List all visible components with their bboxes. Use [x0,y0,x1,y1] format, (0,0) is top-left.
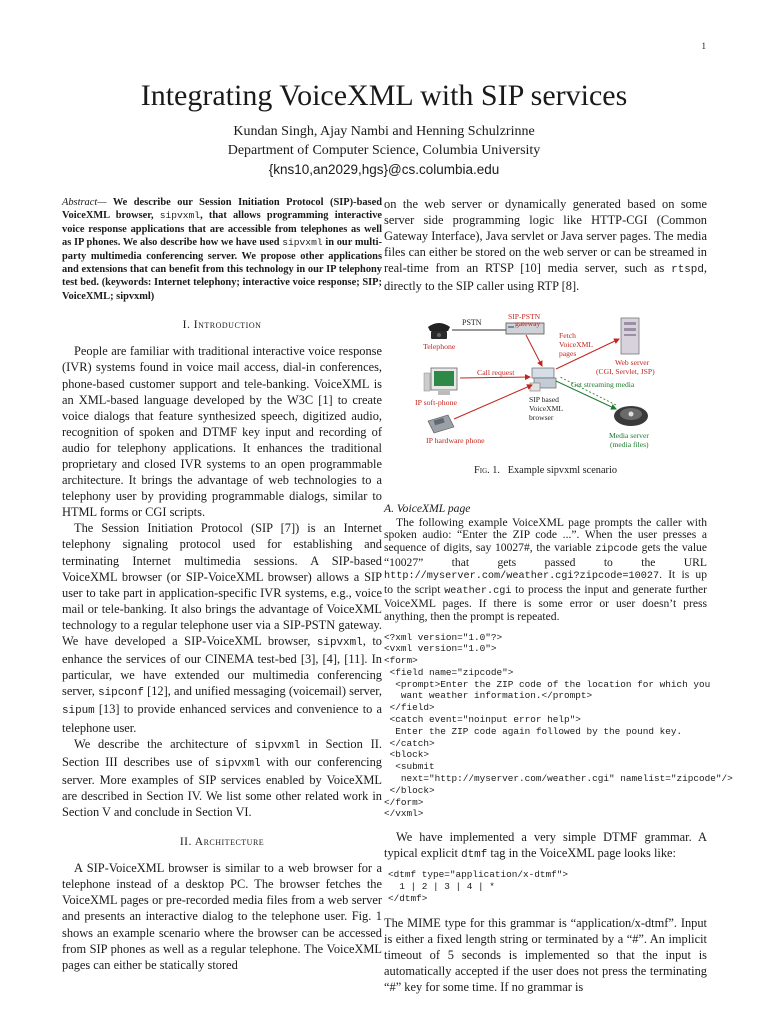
left-column [62,196,382,973]
body-text: , to enhance the services of our CINEMA test-bed [3], [4], [11]. In particular, we have extended our multimedia conferencing server, [62,634,382,699]
label-soft-phone: IP soft-phone [415,397,457,407]
body-paragraph [384,829,707,863]
code-term: sipvxml [214,757,261,770]
soft-phone-icon [424,368,457,395]
label-streaming-media: Get streaming media [571,379,635,389]
abstract-text: in our multi-party multimedia conferencing server. We propose other applications and extensions that can benefit from this technology in our IP telephony test bed. (keywords: Internet telephony; interactive voice response; SIP; VoiceXML; sipvxml) [62,237,382,302]
body-paragraph: A SIP-VoiceXML browser is similar to a web browser for a telephone instead of a desktop PC. The browser fetches the VoiceXML pages or pre-recorded media files from a web server and presents an interactive dialog to the telephone user. Fig. 1 shows an example scenario where the browser can be accessed from SIP phones as well as a regular telephone. The VoiceXML pages can either be statically stored [62,861,382,972]
label-hardware-phone: IP hardware phone [426,435,485,445]
label-browser: VoiceXML [529,403,564,413]
hardphone-to-browser-arrow [454,385,532,419]
label-telephone: Telephone [423,341,456,351]
telephone-icon [428,323,450,339]
abstract [62,196,382,303]
subsection-heading-voicexml-page: A. VoiceXML page [384,501,471,515]
voicexml-browser-icon [530,368,556,391]
code-term: sipum [62,705,95,718]
code-term: rtspd [671,264,704,277]
body-text: with our conferencing server. More examples of SIP services enabled by VoiceXML are described in Section IV. We list some other related work in Section V and conclude in Section VI. [62,754,382,819]
affiliation: Department of Computer Science, Columbia University [227,143,541,158]
section-heading-introduction: I. Introduction [182,318,262,332]
call-request-arrow [460,377,530,378]
body-paragraph [384,517,707,624]
code-term: sipvxml [254,739,301,752]
label-browser: SIP based [529,394,559,404]
body-text: The following example VoiceXML page prompts the caller with spoken audio: “Enter the ZIP code ...”. When the user presses a sequence of digits, say 10027#, the variable [384,515,707,554]
abstract-text: , that allows programming interactive voice response applications that are accessible from telephones as well as IP phones. We also describe how we have used [62,210,383,249]
code-term: sipvxml [316,637,363,650]
caption-label: Fig. 1. [474,464,500,476]
label-media-server: (media files) [610,439,649,449]
gateway-to-browser-arrow [526,335,542,366]
architecture-diagram [384,313,707,461]
body-text: We describe the architecture of [74,736,255,751]
body-text: in Section II. Section III describes use of [62,736,382,769]
paper-title: Integrating VoiceXML with SIP services [140,79,628,112]
author-names: Kundan Singh, Ajay Nambi and Henning Schulzrinne [233,124,535,139]
label-fetch: pages [559,348,577,358]
body-text: tag in the VoiceXML page looks like: [487,846,676,861]
author-block [0,122,768,179]
body-text: . It is up to the script [384,568,707,596]
abstract-text: We describe our Session Initiation Protocol (SIP)-based VoiceXML browser, [62,197,382,222]
label-pstn: PSTN [462,317,482,327]
body-paragraph [384,196,707,295]
figure-1 [384,313,707,461]
label-web-server: (CGI, Servlet, JSP) [596,366,655,376]
body-paragraph: The MIME type for this grammar is “application/x-dtmf”. Input is either a fixed length string or terminated by a “#”. An implicit timeout of 5 seconds is implemented so that the input is automatically accepted if the user does not press the terminating “#” key for some time. If no grammar is [384,915,707,995]
code-term: zipcode [595,543,638,555]
right-column [384,196,733,995]
body-text: [13] to provide enhanced services and convenience to a telephone user. [62,702,382,735]
label-gateway: SIP-PSTN [508,312,541,321]
author-email: {kns10,an2029,hgs}@cs.columbia.edu [268,162,500,177]
body-text: , directly to the SIP caller using RTP [8]. [384,261,707,294]
page-number: 1 [701,41,706,51]
caption-text: Example sipvxml scenario [507,464,617,476]
code-term: sipvxml [282,237,323,249]
body-paragraph: People are familiar with traditional interactive voice response (IVR) systems found in voice mail access, dial-in conferences, phone-based customer support and tele-banking. VoiceXML is an XML-based language developed by the W3C [1] to create voice dialogs that feature synthesized speech, digitized audio, recognition of spoken and DTMF key input and recording of audio for telephony applications. It enhances the traditional proprietary and closed IVR systems to an open programmable architecture. It brings the advantage of web technologies to a telephony user by providing programmable dialogs, similar to HTML forms or CGI scripts. [62,344,382,520]
body-text: [12], and unified messaging (voicemail) server, [143,684,382,699]
label-media-server: Media server [609,430,649,440]
section-heading-architecture: II. Architecture [179,835,265,849]
body-paragraph [62,520,382,735]
code-listing-voicexml: <?xml version="1.0"?> <vxml version="1.0"> <form> <field name="zipcode"> <prompt>Enter the ZIP code of the location for which you want weather information.</prompt> </field> <catch event="noinput error help"> Enter the ZIP code again followed by the pound key. </catch> <block> <submit next="http://myserver.com/weather.cgi" namelist="zipcode"/> </block> </form> </vxml> [384,631,733,820]
web-server-icon [621,318,639,354]
body-text: on the web server or dynamically generated based on some server side programming logic like HTTP-CGI (Common Gateway Interface), Java servlet or Java server pages. The media files can either be stored on the web server or can be streamed in real-time from an RTSP [10] media server, such as [384,197,707,276]
abstract-lead: Abstract— [62,197,107,208]
label-fetch: VoiceXML [559,339,594,349]
label-gateway: gateway [515,318,541,328]
code-term: weather.cgi [444,585,512,597]
label-browser: browser [529,412,554,422]
body-text: We have implemented a very simple DTMF grammar. A typical explicit [384,830,707,861]
code-term: sipvxml [159,210,201,222]
label-fetch: Fetch [559,330,576,340]
label-call-request: Call request [477,367,515,377]
figure-caption [384,463,707,479]
body-text: gets the value “10027” that gets passed to the URL [384,540,707,569]
hardware-phone-icon [428,415,454,433]
code-term: sipconf [98,687,144,700]
body-text: The Session Initiation Protocol (SIP [7]) is an Internet telephony signaling protocol used for establishing and terminating Internet multimedia sessions. A SIP-based VoiceXML browser (or SIP-VoiceXML browser) allows a SIP user to take part in application-specific IVR systems, e.g., voice mail or tele-banking. It also brings the advantage of VoiceXML technology to a regular telephone user via a SIP-PSTN gateway. We have developed a SIP-VoiceXML browser, [62,521,382,649]
body-paragraph [62,736,382,820]
code-term: dtmf [461,849,488,862]
code-term: http://myserver.com/weather.cgi?zipcode=10027 [384,571,660,583]
media-server-icon [614,406,648,426]
code-listing-dtmf: <dtmf type="application/x-dtmf"> 1 | 2 | 3 | 4 | * </dtmf> [388,869,569,905]
body-text: to process the input and generate further VoiceXML pages. If there is some error or user doesn’t press anything, then the prompt is repeated. [384,582,707,623]
label-web-server: Web server [615,357,650,367]
